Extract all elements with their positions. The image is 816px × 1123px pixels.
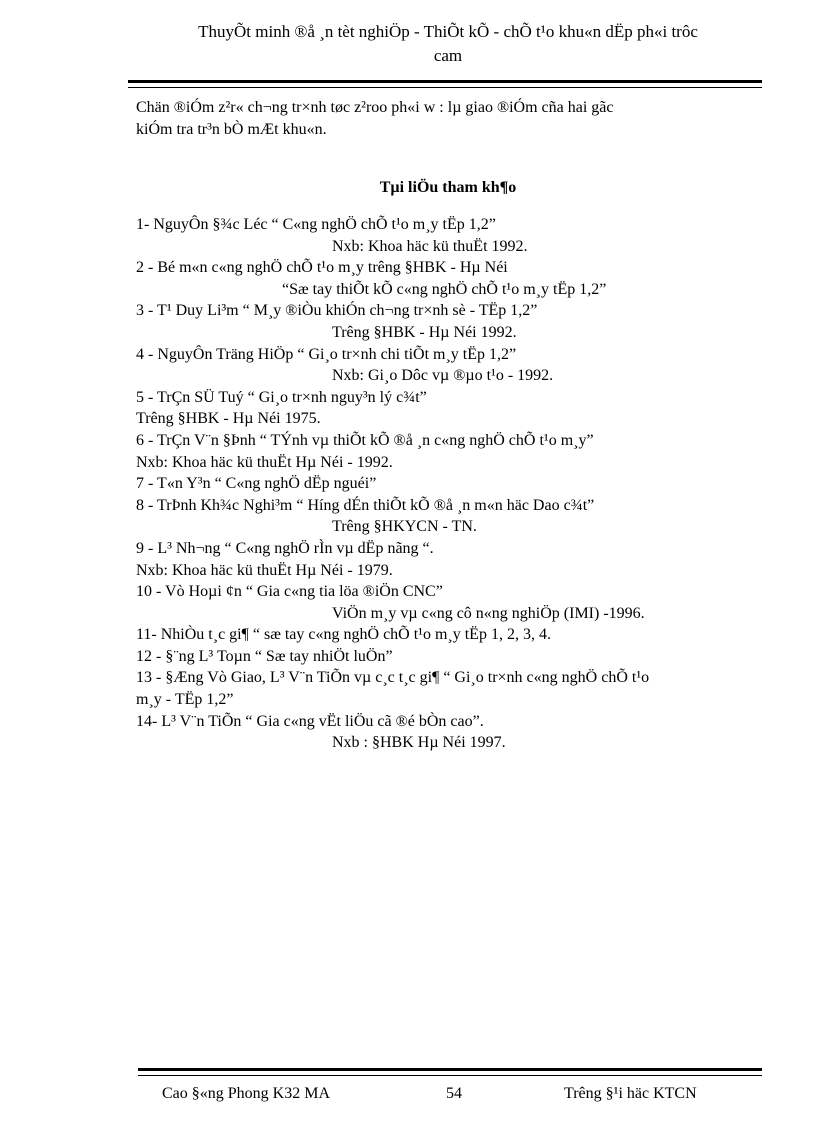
reference-line: 5 - TrÇn SÜ Tuý “ Gi¸o tr×nh nguy³n lý c¾t”: [136, 388, 427, 406]
reference-line: “Sæ tay thiÕt kÕ c«ng nghÖ chÕ t¹o m¸y tËp 1,2”: [282, 280, 607, 298]
references-list: [136, 214, 760, 754]
intro-paragraph: [136, 97, 760, 141]
reference-line: Trêng §HBK - Hµ Néi 1992.: [332, 323, 517, 341]
reference-line: 9 - L³ Nh¬ng “ C«ng nghÖ rÌn vµ dËp nãng “.: [136, 539, 434, 557]
reference-line: Nxb: Khoa häc kü thuËt Hµ Néi - 1979.: [136, 561, 393, 579]
intro-line-1: Chän ®iÓm z²r« ch¬ng tr×nh tøc z²roo ph«i w : lµ giao ®iÓm cña hai gãc: [136, 99, 614, 116]
reference-line: 3 - T¹ Duy Li³m “ M¸y ®iÒu khiÓn ch¬ng tr×nh sè - TËp 1,2”: [136, 302, 538, 320]
reference-line: 2 - Bé m«n c«ng nghÖ chÕ t¹o m¸y trêng §HBK - Hµ Néi: [136, 259, 508, 277]
reference-line: m¸y - TËp 1,2”: [136, 691, 234, 709]
reference-line: 1- NguyÔn §¾c Léc “ C«ng nghÖ chÕ t¹o m¸y tËp 1,2”: [136, 216, 496, 233]
header-title-line-1: ThuyÕt minh ®å ¸n tèt nghiÖp - ThiÕt kÕ - chÕ t¹o khu«n dËp ph«i trôc: [198, 22, 698, 41]
reference-line: 8 - TrÞnh Kh¾c Nghi³m “ Híng dÉn thiÕt kÕ ®å ¸n m«n häc Dao c¾t”: [136, 496, 595, 514]
reference-line: 13 - §Æng Vò Giao, L³ V¨n TiÕn vµ c¸c t¸c gi¶ “ Gi¸o tr×nh c«ng nghÖ chÕ t¹o: [136, 669, 650, 687]
footer-school: Trêng §¹i häc KTCN: [564, 1085, 697, 1102]
header-title-line-2: cam: [433, 46, 463, 65]
reference-line: 12 - §¨ng L³ Toµn “ Sæ tay nhiÖt luÖn”: [136, 647, 393, 665]
footer-divider: [138, 1068, 762, 1076]
reference-line: 6 - TrÇn V¨n §Þnh “ TÝnh vµ thiÕt kÕ ®å ¸n c«ng nghÖ chÕ t¹o m¸y”: [136, 431, 594, 449]
header-divider: [128, 80, 762, 88]
footer-page-number: 54: [446, 1085, 462, 1102]
reference-line: 7 - T«n Y³n “ C«ng nghÖ dËp nguéi”: [136, 475, 377, 493]
reference-line: 11- NhiÒu t¸c gi¶ “ sæ tay c«ng nghÖ chÕ t¹o m¸y tËp 1, 2, 3, 4.: [136, 626, 551, 644]
reference-line: Nxb: Khoa häc kü thuËt 1992.: [332, 237, 528, 255]
footer-author: Cao §«ng Phong K32 MA: [162, 1085, 331, 1102]
reference-line: Nxb: Khoa häc kü thuËt Hµ Néi - 1992.: [136, 453, 393, 471]
reference-line: Nxb : §HBK Hµ Néi 1997.: [332, 734, 506, 752]
intro-line-2: kiÓm tra tr³n bÒ mÆt khu«n.: [136, 121, 327, 138]
reference-line: Trêng §HBK - Hµ Néi 1975.: [136, 410, 321, 428]
reference-line: Trêng §HKYCN - TN.: [332, 518, 477, 536]
reference-line: 4 - NguyÔn Träng HiÖp “ Gi¸o tr×nh chi tiÕt m¸y tËp 1,2”: [136, 345, 517, 363]
page-header-title: [130, 20, 766, 68]
reference-line: ViÖn m¸y vµ c«ng cô n«ng nghiÖp (IMI) -1996.: [332, 604, 645, 622]
references-heading: Tµi liÖu tham kh¶o: [379, 179, 517, 196]
reference-line: 14- L³ V¨n TiÕn “ Gia c«ng vËt liÖu cã ®é bÒn cao”.: [136, 712, 484, 730]
reference-line: Nxb: Gi¸o Dôc vµ ®µo t¹o - 1992.: [332, 367, 554, 385]
reference-line: 10 - Vò Hoµi ¢n “ Gia c«ng tia löa ®iÖn CNC”: [136, 583, 443, 601]
